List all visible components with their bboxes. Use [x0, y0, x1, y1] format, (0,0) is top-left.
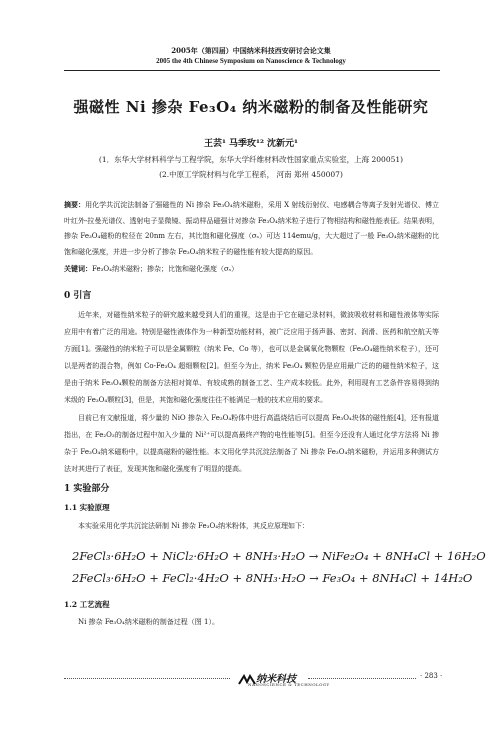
keywords-label: 关键词：	[64, 264, 92, 273]
authors: 王芸¹ 马季玫¹² 沈新元¹	[203, 139, 299, 149]
footer-rule-right	[308, 678, 416, 679]
keywords-text: Fe₃O₄纳米磁粉；掺杂；比饱和磁化强度（σₛ）	[92, 265, 239, 273]
reaction-equation-1: 2FeCl₃·6H₂O + NiCl₂·6H₂O + 8NH₃·H₂O → NiFe₂O₄ + 8NH₄Cl + 16H₂O	[72, 549, 486, 563]
logo-text: 纳米科技	[256, 674, 296, 685]
proceedings-title-cn: 2005年（第四届）中国纳米科技西安研讨会论文集	[171, 46, 331, 55]
section-experiment-title: 1 实验部分	[64, 484, 110, 494]
logo-subtitle: NANOSCIENCE & TECHNOLOGY	[248, 682, 330, 687]
abstract-text: 用化学共沉淀法制备了强磁性的 Ni 掺杂 Fe₃O₄纳米磁粉，采用 X 射线衍射仪、电感耦合等离子发射光谱仪、傅立叶红外-拉曼光谱仪、透射电子显微镜、振动样品磁强计对掺杂 Fe₃O₄纳米粒子进行了物相结构和磁性能表征。结果表明，掺杂 Fe₃O₄磁粉的粒径在 20nm 左右，其比饱和磁化强度（σₛ）可达 114emu/g，大大超过了一般 Fe₃O₄纳米磁粉的比饱和磁化强度，并进一步分析了掺杂 Fe₃O₄纳米粒子的磁性能有较大提高的原因。	[64, 201, 439, 256]
intro-paragraph-1: 近年来，对磁性纳米粒子的研究越来越受到人们的重视，这是由于它在磁记录材料，微波吸收材料和磁性液体等实际应用中有着广泛的用途。特别是磁性液体作为一种新型功能材料，被广泛应用于扬声器、密封、润滑、医药和航空航天等方面[1]。强磁性的纳米粒子可以是金属颗粒（纳米 Fe、Co 等），也可以是金属氧化物颗粒（Fe₃O₄磁性纳米粒子），还可以是两者的混合物，例如 Co-Fe₃O₄ 超细颗粒[2]。但至今为止，纳米 Fe₃O₄ 颗粒仍是应用最广泛的的磁性纳米粒子，这是由于纳米 Fe₃O₄颗粒的制备方法相对简单、有较成熟的制备工艺、生产成本较低。此外，利用现有工艺条件容易得到纳米级的 Fe₃O₄颗粒[3]，但是，其饱和磁化强度往往不能满足一般的技术应用的要求。	[64, 311, 439, 404]
abstract-label: 摘要：	[64, 200, 86, 209]
experiment-paragraph-2: Ni 掺杂 Fe₃O₄纳米磁粉的制备过程（图 1）。	[78, 618, 219, 626]
subsection-principle: 1.1 实验原理	[64, 503, 110, 512]
section-intro-title: 0 引言	[64, 291, 92, 301]
page-number: · 283 ·	[420, 672, 443, 680]
keywords	[64, 261, 439, 278]
paper-title: 强磁性 Ni 掺杂 Fe₃O₄ 纳米磁粉的制备及性能研究	[73, 98, 429, 116]
subsection-process: 1.2 工艺流程	[64, 600, 110, 609]
affiliation-1: (1．东华大学材料科学与工程学院，东华大学纤维材料改性国家重点实验室，上海 200051)	[98, 155, 404, 164]
affiliation-2: (2.中原工学院材料与化学工程系， 河南 郑州 450007)	[159, 170, 343, 179]
intro-paragraph-2: 目前已有文献报道，将少量的 NiO 掺杂入 Fe₃O₄粉体中进行高温烧结后可以提高 Fe₃O₄块体的磁性能[4]，还有报道指出，在 Fe₂O₃的制备过程中加入少量的 Ni²⁺可以提高最终产物的电性能等[5]。但至今还没有人通过化学方法将 Ni 掺杂于 Fe₃O₄纳米磁粉中，以提高磁粉的磁性能。本文用化学共沉淀法制备了 Ni 掺杂 Fe₃O₄纳米磁粉，并运用多种测试方法对其进行了表征，发现其饱和磁化强度有了明显的提高。	[64, 414, 439, 473]
proceedings-title-en: 2005 the 4th Chinese Symposium on Nanoscience & Technology	[156, 57, 346, 65]
reaction-equation-2: 2FeCl₃·6H₂O + FeCl₂·4H₂O + 8NH₃·H₂O → Fe₃O₄ + 8NH₄Cl + 14H₂O	[72, 571, 473, 585]
footer-rule-left	[64, 678, 230, 679]
header-rule	[64, 70, 440, 71]
abstract	[64, 197, 439, 260]
experiment-paragraph-1: 本实验采用化学共沉淀法研制 Ni 掺杂 Fe₃O₄纳米粉体，其反应原理如下：	[78, 522, 310, 530]
